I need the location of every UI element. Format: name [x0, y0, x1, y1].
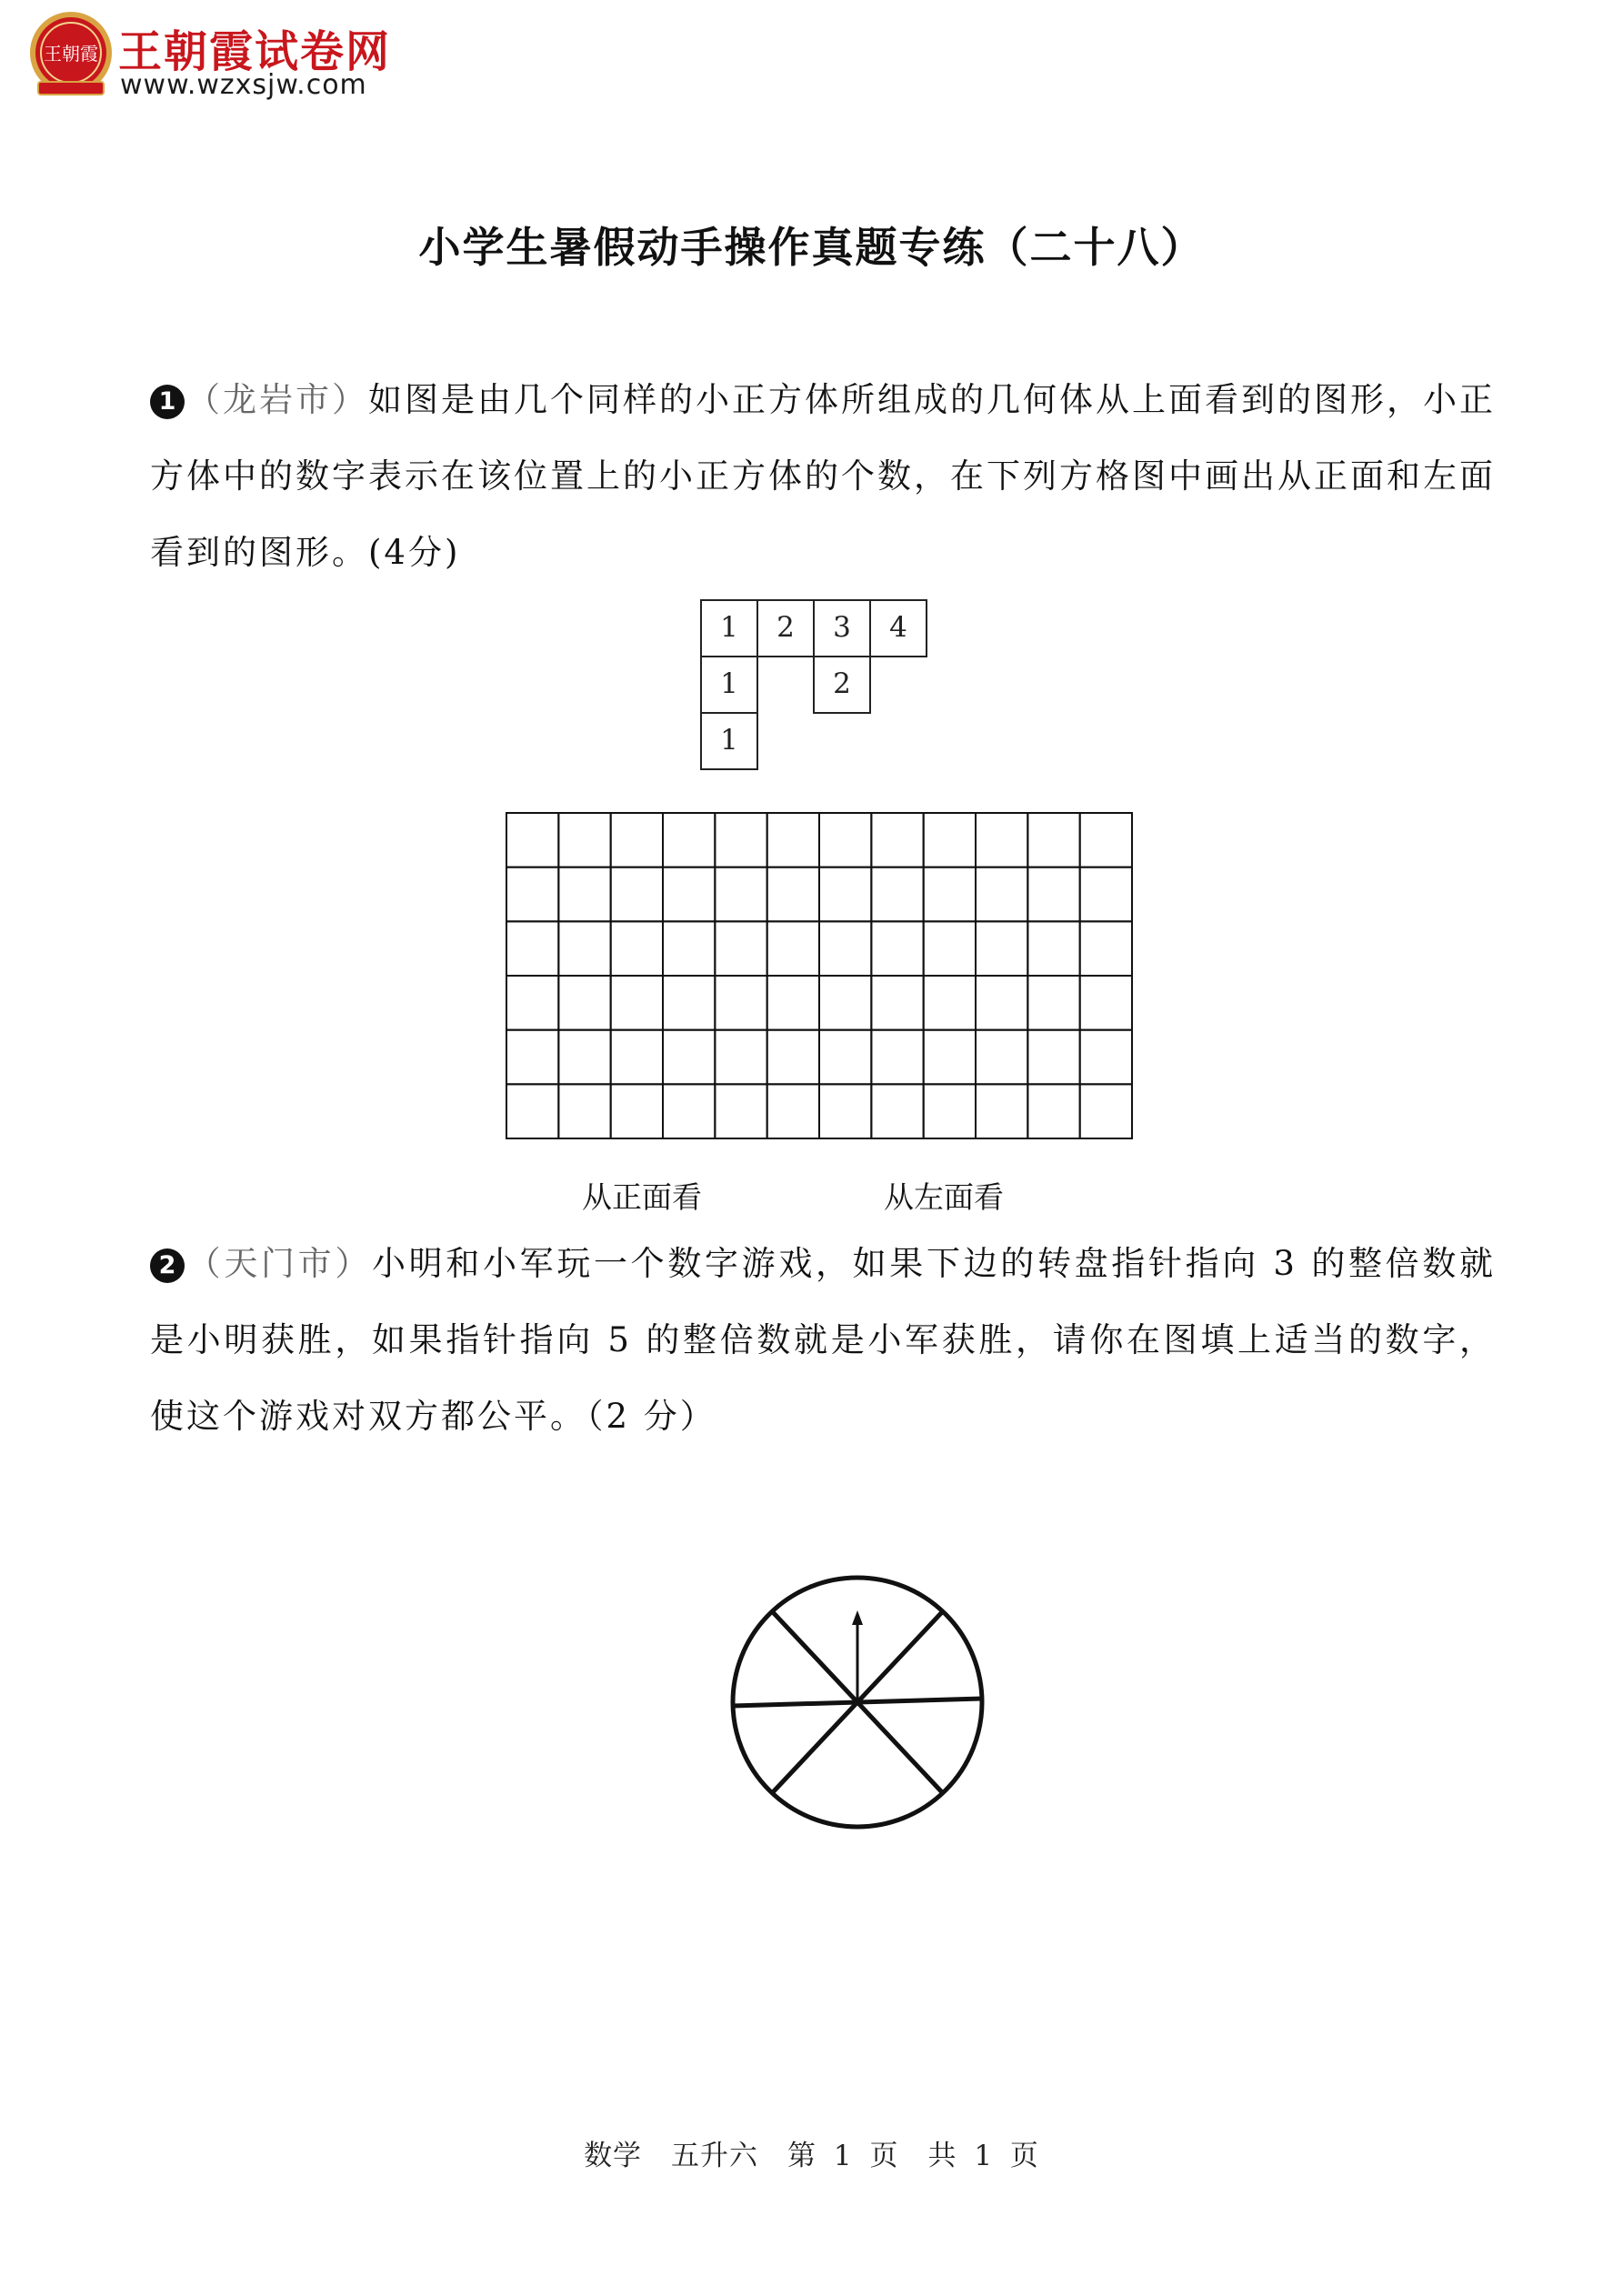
question-number-1: 1 — [150, 385, 185, 419]
top-view-cell: 1 — [700, 712, 758, 770]
question-2 — [150, 1226, 1496, 1455]
question-text-1: 如图是由几个同样的小正方体所组成的几何体从上面看到的图形，小正方体中的数字表示在该位置上的小正方体的个数，在下列方格图中画出从正面和左面看到的图形。(4分) — [150, 380, 1496, 572]
top-view-cell: 3 — [813, 599, 871, 657]
question-text-2: 小明和小军玩一个数字游戏，如果下边的转盘指针指向 3 的整倍数就是小明获胜，如果指针指向 5 的整倍数就是小军获胜，请你在图填上适当的数字，使这个游戏对双方都公平。（2 分） — [150, 1244, 1497, 1436]
question-number-2: 2 — [150, 1248, 185, 1283]
pointer-arrow-icon — [852, 1610, 863, 1625]
grid-cell[interactable] — [611, 976, 663, 1030]
grid-cell[interactable] — [871, 976, 923, 1030]
grid-cell[interactable] — [819, 867, 871, 922]
grid-cell[interactable] — [506, 867, 558, 922]
grid-cell[interactable] — [767, 813, 819, 867]
grid-cell[interactable] — [1080, 1084, 1132, 1138]
top-view-cell: 1 — [700, 656, 758, 714]
grid-cell[interactable] — [819, 976, 871, 1030]
grid-cell[interactable] — [976, 976, 1027, 1030]
grid-cell[interactable] — [663, 813, 715, 867]
grid-cell[interactable] — [871, 1084, 923, 1138]
brand-name: 王朝霞试卷网 — [118, 26, 392, 77]
question-source-2: （天门市） — [186, 1244, 372, 1283]
grid-cell[interactable] — [976, 813, 1027, 867]
grid-cell[interactable] — [715, 921, 766, 976]
label-front-view: 从正面看 — [582, 1179, 702, 1215]
grid-cell[interactable] — [715, 813, 766, 867]
grid-cell[interactable] — [976, 921, 1027, 976]
grid-cell[interactable] — [924, 976, 976, 1030]
page-footer: 数学 五升六 第 1 页 共 1 页 — [584, 2140, 1039, 2172]
grid-cell[interactable] — [1027, 976, 1079, 1030]
grid-cell[interactable] — [767, 976, 819, 1030]
grid-cell[interactable] — [558, 921, 610, 976]
grid-cell[interactable] — [663, 1030, 715, 1085]
grid-cell[interactable] — [558, 1084, 610, 1138]
grid-cell[interactable] — [924, 1084, 976, 1138]
seal-icon — [25, 9, 116, 100]
top-view-cell: 2 — [756, 599, 815, 657]
grid-cell[interactable] — [767, 921, 819, 976]
grid-cell[interactable] — [1080, 976, 1132, 1030]
grid-cell[interactable] — [871, 813, 923, 867]
grid-cell[interactable] — [924, 867, 976, 922]
grid-cell[interactable] — [558, 1030, 610, 1085]
grid-cell[interactable] — [976, 1030, 1027, 1085]
grid-cell[interactable] — [715, 976, 766, 1030]
grid-cell[interactable] — [558, 976, 610, 1030]
grid-cell[interactable] — [1027, 813, 1079, 867]
grid-cell[interactable] — [1027, 921, 1079, 976]
grid-cell[interactable] — [558, 867, 610, 922]
question-source-1: （龙岩市） — [186, 380, 368, 419]
grid-cell[interactable] — [924, 813, 976, 867]
grid-cell[interactable] — [871, 867, 923, 922]
grid-cell[interactable] — [976, 1084, 1027, 1138]
grid-cell[interactable] — [871, 921, 923, 976]
top-view-cell: 4 — [869, 599, 927, 657]
grid-cell[interactable] — [1027, 1030, 1079, 1085]
grid-cell[interactable] — [506, 1030, 558, 1085]
grid-cell[interactable] — [924, 1030, 976, 1085]
question-1 — [150, 362, 1496, 591]
grid-cell[interactable] — [767, 1030, 819, 1085]
grid-cell[interactable] — [1027, 1084, 1079, 1138]
grid-cell[interactable] — [506, 921, 558, 976]
answer-grid[interactable] — [506, 812, 1133, 1139]
grid-cell[interactable] — [767, 867, 819, 922]
grid-cell[interactable] — [819, 813, 871, 867]
grid-cell[interactable] — [1080, 1030, 1132, 1085]
grid-cell[interactable] — [611, 813, 663, 867]
document-title: 小学生暑假动手操作真题专练（二十八） — [418, 223, 1205, 272]
grid-cell[interactable] — [663, 976, 715, 1030]
grid-cell[interactable] — [924, 921, 976, 976]
grid-cell[interactable] — [1027, 867, 1079, 922]
grid-cell[interactable] — [976, 867, 1027, 922]
seal-text: 王朝霞 — [44, 43, 98, 65]
grid-cell[interactable] — [506, 1084, 558, 1138]
top-view-cell: 2 — [813, 656, 871, 714]
grid-cell[interactable] — [663, 1084, 715, 1138]
grid-cell[interactable] — [611, 921, 663, 976]
grid-cell[interactable] — [715, 1030, 766, 1085]
site-logo[interactable] — [25, 9, 407, 109]
grid-cell[interactable] — [1080, 921, 1132, 976]
spinner-figure[interactable] — [727, 1570, 991, 1834]
grid-cell[interactable] — [1080, 867, 1132, 922]
grid-cell[interactable] — [611, 867, 663, 922]
grid-cell[interactable] — [1080, 813, 1132, 867]
grid-cell[interactable] — [611, 1084, 663, 1138]
grid-cell[interactable] — [819, 1030, 871, 1085]
grid-cell[interactable] — [715, 867, 766, 922]
grid-cell[interactable] — [506, 976, 558, 1030]
grid-cell[interactable] — [819, 1084, 871, 1138]
label-left-view: 从左面看 — [884, 1179, 1004, 1215]
grid-cell[interactable] — [767, 1084, 819, 1138]
grid-cell[interactable] — [871, 1030, 923, 1085]
brand-url[interactable]: www.wzxsjw.com — [120, 69, 367, 101]
top-view-cell: 1 — [700, 599, 758, 657]
grid-cell[interactable] — [506, 813, 558, 867]
grid-cell[interactable] — [663, 921, 715, 976]
grid-cell[interactable] — [819, 921, 871, 976]
grid-cell[interactable] — [663, 867, 715, 922]
grid-cell[interactable] — [715, 1084, 766, 1138]
grid-cell[interactable] — [558, 813, 610, 867]
grid-cell[interactable] — [611, 1030, 663, 1085]
